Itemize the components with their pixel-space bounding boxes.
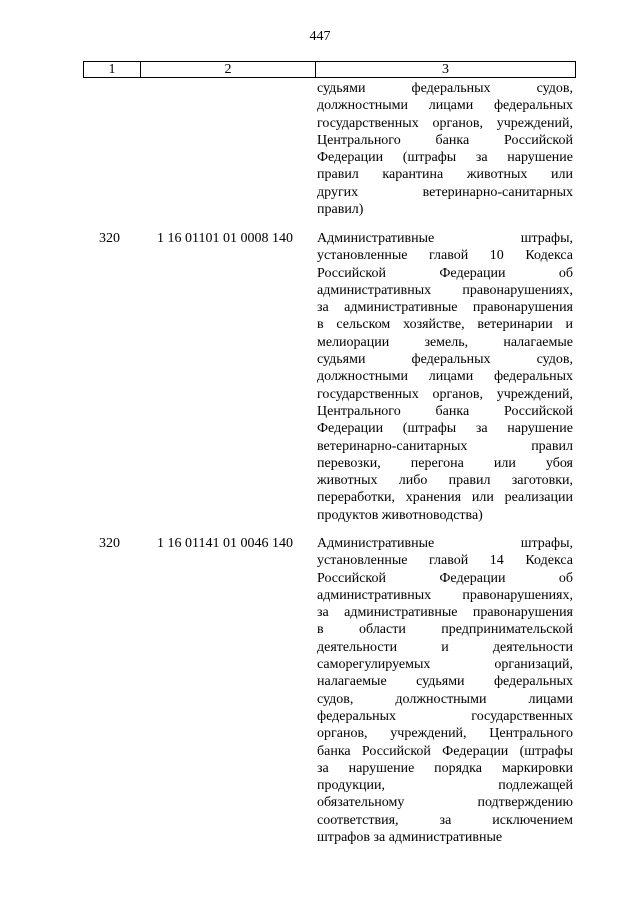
description-line: в сельском хозяйстве, ветеринарии и [317,317,573,333]
description-line: должностными лицами федеральных [317,98,573,114]
description-line: мелиорации земель, налагаемые [317,334,573,350]
description-line: животных либо правил заготовки, [317,473,573,489]
description-line: штрафов за административные [317,830,503,846]
description-line: правил) [317,202,364,218]
description-line: государственных органов, учреждений, [317,386,573,402]
description-line: в области предпринимательской [317,622,573,638]
description-line: ветеринарно-санитарных правил [317,438,573,454]
description-line: продукции, подлежащей [317,778,573,794]
admin-code: 320 [99,231,120,246]
description [317,80,573,218]
description-line: установленные главой 14 Кодекса [317,553,573,569]
header-col-2: 2 [141,62,316,77]
description-line: административных правонарушениях, [317,282,573,298]
description-line: судьями федеральных судов, [317,352,573,368]
description-line: Российской Федерации об [317,265,573,281]
kbk-code: 1 16 01141 01 0046 140 [157,536,293,551]
description-line: правил карантина животных или [317,167,573,183]
admin-code: 320 [99,536,120,551]
description [317,230,573,524]
description-line: Административные штрафы, [317,231,573,246]
description-line: Федерации (штрафы за нарушение [317,421,573,437]
description-line: перевозки, перегона или убоя [317,455,573,471]
description-line: должностными лицами федеральных [317,369,573,385]
table-header-row [83,61,576,78]
description-line: административных правонарушениях, [317,587,573,603]
description-line: судьями федеральных судов, [317,81,573,96]
description-line: продуктов животноводства) [317,507,483,523]
description-line: государственных органов, учреждений, [317,115,573,131]
description-line: деятельности и деятельности [317,639,573,655]
kbk-code: 1 16 01101 01 0008 140 [157,231,293,246]
header-col-1: 1 [84,62,141,77]
description-line: соответствия, за исключением [317,812,573,828]
description-line: Административные штрафы, [317,536,573,551]
description-line: за нарушение порядка маркировки [317,760,573,776]
description-line: обязательному подтверждению [317,795,573,811]
description-line: налагаемые судьями федеральных [317,674,573,690]
description-line: переработки, хранения или реализации [317,490,573,506]
description-line: органов, учреждений, Центрального [317,726,573,742]
description-line: за административные правонарушения [317,300,573,316]
description-line: Российской Федерации об [317,570,573,586]
description-line: Федерации (штрафы за нарушение [317,150,573,166]
description-line: установленные главой 10 Кодекса [317,248,573,264]
description-line: судов, должностными лицами [317,691,573,707]
page-number: 447 [309,29,331,44]
description-line: за административные правонарушения [317,605,573,621]
header-col-3: 3 [442,62,449,77]
description [317,535,573,846]
description-line: Центрального банка Российской [317,403,573,419]
description-line: Центрального банка Российской [317,132,573,148]
description-line: федеральных государственных [317,708,573,724]
description-line: других ветеринарно-санитарных [317,184,573,200]
description-line: саморегулируемых организаций, [317,657,573,673]
description-line: банка Российской Федерации (штрафы [317,743,573,759]
